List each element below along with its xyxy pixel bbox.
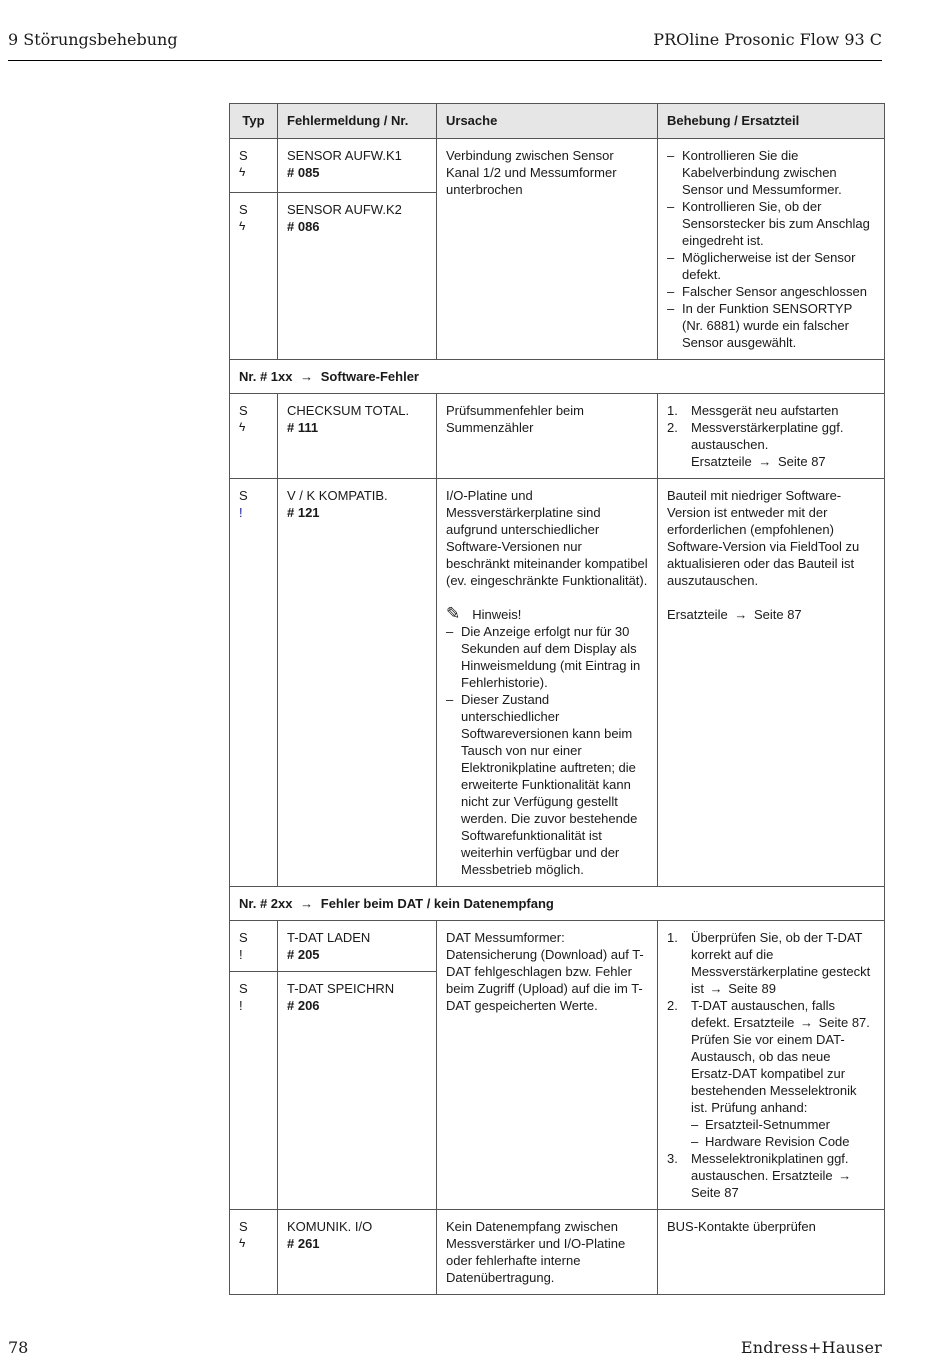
remedy-step: 1. Messgerät neu aufstarten — [667, 403, 839, 418]
remedy-cell: BUS-Kontakte überprüfen — [658, 1210, 885, 1295]
product-title: PROline Prosonic Flow 93 C — [653, 30, 882, 49]
remedy-cell — [658, 394, 885, 479]
page-reference: Seite 87. — [818, 1015, 870, 1030]
notice-icon: ! — [239, 947, 243, 962]
cause-cell: Prüfsummenfehler beim Summenzähler — [437, 394, 658, 479]
message-cell — [278, 139, 437, 193]
type-cell — [230, 972, 278, 1210]
dash-icon: – — [667, 199, 675, 214]
error-type: S — [239, 930, 248, 945]
arrow-icon: → — [734, 607, 748, 622]
page-reference: Seite 87 — [691, 1185, 739, 1200]
type-cell — [230, 479, 278, 887]
hint-heading: ✎ Hinweis! — [446, 604, 522, 623]
table-header-row — [230, 104, 885, 139]
dash-icon: – — [691, 1134, 699, 1149]
error-type: S — [239, 148, 248, 163]
arrow-icon: → — [838, 1168, 852, 1183]
message-cell — [278, 394, 437, 479]
cause-cell: I/O-Platine und Messverstärkerplatine sind aufgrund unterschiedlicher Software-Versionen nur beschränkt miteinander kompatibel (ev. eingeschränkte Funktionalität). ✎ Hinweis! – Die Anzeige erfolgt nur für 30 Sekunden auf dem Display als Hinweismeldung (mit Eintrag in Fehlerhistorie). – Dieser Zustand unterschiedlicher Softwareversionen kann beim Tausch von nur einer Elektronikplatine auftreten; die erweiterte Funktionalität kann nicht zur Verfügung gestellt werden. Die zuvor bestehende Softwarefunktionalität ist weiterhin verfügbar und der Messbetrieb möglich. — [437, 479, 658, 887]
error-number: # 111 — [287, 420, 319, 435]
notice-icon: ! — [239, 505, 243, 520]
arrow-icon: → — [799, 1015, 813, 1030]
cause-cell: Kein Datenempfang zwischen Messverstärker und I/O-Platine oder fehlerhafte interne Datenübertragung. — [437, 1210, 658, 1295]
check-item: – Ersatzteil-Setnummer — [691, 1117, 830, 1132]
dash-icon: – — [667, 250, 675, 265]
table-row — [230, 479, 885, 887]
cause-cell: DAT Messumformer: Datensicherung (Download) auf T-DAT fehlgeschlagen bzw. Fehler beim Zugriff (Upload) auf die im T-DAT gespeicherten Werte. — [437, 921, 658, 1210]
dash-icon: – — [667, 301, 675, 316]
error-number: # 206 — [287, 998, 320, 1014]
fault-icon: ϟ — [239, 1236, 246, 1250]
type-cell — [230, 921, 278, 972]
fault-icon: ϟ — [239, 219, 246, 234]
dash-icon: – — [691, 1117, 699, 1132]
section-row — [230, 887, 885, 921]
arrow-icon: → — [709, 981, 723, 996]
arrow-icon: → — [300, 896, 314, 911]
type-cell — [230, 193, 278, 360]
brand-logo: Endress+Hauser — [740, 1338, 882, 1357]
page-reference: Seite 87 — [753, 607, 802, 622]
fault-icon: ϟ — [239, 165, 246, 179]
error-type: S — [239, 981, 248, 997]
error-name: T-DAT SPEICHRN — [287, 981, 395, 997]
pencil-icon: ✎ — [446, 604, 461, 623]
page-reference: Seite 89 — [728, 981, 776, 996]
error-name: SENSOR AUFW.K1 — [287, 148, 402, 163]
remedy-cell: Bauteil mit niedriger Software-Version ist entweder mit der erforderlichen (empfohlenen) Software-Version via FieldTool zu aktualisieren oder das Bauteil ist auszutauschen. Ersatzteile → Seite 87 — [658, 479, 885, 887]
page-reference: Seite 87 — [777, 454, 826, 469]
table-row — [230, 1210, 885, 1295]
remedy-item: – Kontrollieren Sie, ob der Sensorstecker bis zum Anschlag eingedreht ist. — [667, 199, 870, 248]
cause-cell: Verbindung zwischen Sensor Kanal 1/2 und Messumformer unterbrochen — [437, 139, 658, 360]
section-row — [230, 360, 885, 394]
table-row — [230, 394, 885, 479]
dash-icon: – — [667, 148, 675, 163]
notice-icon: ! — [239, 998, 243, 1014]
error-type: S — [239, 202, 248, 218]
error-name: T-DAT LADEN — [287, 930, 371, 945]
remedy-item: – Kontrollieren Sie die Kabelverbindung zwischen Sensor und Messumformer. — [667, 148, 842, 197]
error-number: # 086 — [287, 219, 320, 235]
type-cell — [230, 394, 278, 479]
header-typ: Typ — [230, 104, 278, 139]
remedy-step: 2. Messverstärkerplatine ggf. austauschen. Ersatzteile → Seite 87 — [667, 420, 844, 469]
section-title: Nr. # 1xx → Software-Fehler — [230, 360, 885, 394]
error-name: KOMUNIK. I/O — [287, 1219, 373, 1234]
page-header — [8, 30, 882, 61]
remedy-cell — [658, 139, 885, 360]
fault-icon: ϟ — [239, 420, 246, 434]
message-cell — [278, 193, 437, 360]
arrow-icon: → — [758, 454, 772, 469]
dash-icon: – — [667, 284, 675, 299]
error-name: V / K KOMPATIB. — [287, 488, 388, 503]
header-cause: Ursache — [437, 104, 658, 139]
error-type: S — [239, 488, 248, 503]
error-number: # 121 — [287, 505, 320, 520]
remedy-item: – Möglicherweise ist der Sensor defekt. — [667, 250, 856, 282]
error-number: # 085 — [287, 165, 320, 180]
type-cell — [230, 139, 278, 193]
message-cell — [278, 1210, 437, 1295]
type-cell — [230, 1210, 278, 1295]
error-name: SENSOR AUFW.K2 — [287, 202, 402, 218]
spare-parts-ref: Ersatzteile → Seite 87 — [667, 607, 802, 622]
table-row — [230, 139, 885, 193]
error-type: S — [239, 1219, 248, 1234]
check-item: – Hardware Revision Code — [691, 1134, 850, 1149]
remedy-cell — [658, 921, 885, 1210]
remedy-step: 3. Messelektronikplatinen ggf. austauschen. Ersatzteile → Seite 87 — [667, 1151, 852, 1200]
message-cell — [278, 972, 437, 1210]
page-footer — [8, 1338, 882, 1357]
section-title: Nr. # 2xx → Fehler beim DAT / kein Datenempfang — [230, 887, 885, 921]
table-row — [230, 921, 885, 972]
hint-item: – Die Anzeige erfolgt nur für 30 Sekunden auf dem Display als Hinweismeldung (mit Eintrag in Fehlerhistorie). — [446, 624, 641, 690]
error-table — [229, 103, 885, 1295]
header-remedy: Behebung / Ersatzteil — [658, 104, 885, 139]
arrow-icon: → — [300, 369, 314, 384]
remedy-item: – Falscher Sensor angeschlossen — [667, 284, 867, 299]
chapter-title: 9 Störungsbehebung — [8, 30, 178, 49]
remedy-step: 2. T-DAT austauschen, falls defekt. Ersatzteile → Seite 87. Prüfen Sie vor einem DAT-Austausch, ob das neue Ersatz-DAT kompatibel zur bestehenden Messelektronik ist. Prüfung anhand: – Ersatzteil-Setnummer – Hardware Revision Code — [667, 997, 875, 1150]
remedy-item: – In der Funktion SENSORTYP (Nr. 6881) wurde ein falscher Sensor ausgewählt. — [667, 301, 853, 350]
error-number: # 261 — [287, 1236, 320, 1251]
message-cell — [278, 479, 437, 887]
error-number: # 205 — [287, 947, 320, 962]
error-name: CHECKSUM TOTAL. — [287, 403, 410, 418]
dash-icon: – — [446, 692, 454, 707]
error-type: S — [239, 403, 248, 418]
page-number: 78 — [8, 1338, 29, 1357]
header-message: Fehlermeldung / Nr. — [278, 104, 437, 139]
remedy-step: 1. Überprüfen Sie, ob der T-DAT korrekt auf die Messverstärkerplatine gesteckt ist → Seite 89 — [667, 930, 871, 996]
dash-icon: – — [446, 624, 454, 639]
message-cell — [278, 921, 437, 972]
hint-item: – Dieser Zustand unterschiedlicher Softwareversionen kann beim Tausch von nur einer Elektronikplatine auftreten; die erweiterte Funktionalität kann nicht zur Verfügung gestellt werden. Die zuvor bestehende Softwarefunktionalität ist weiterhin verfügbar und der Messbetrieb möglich. — [446, 692, 638, 877]
